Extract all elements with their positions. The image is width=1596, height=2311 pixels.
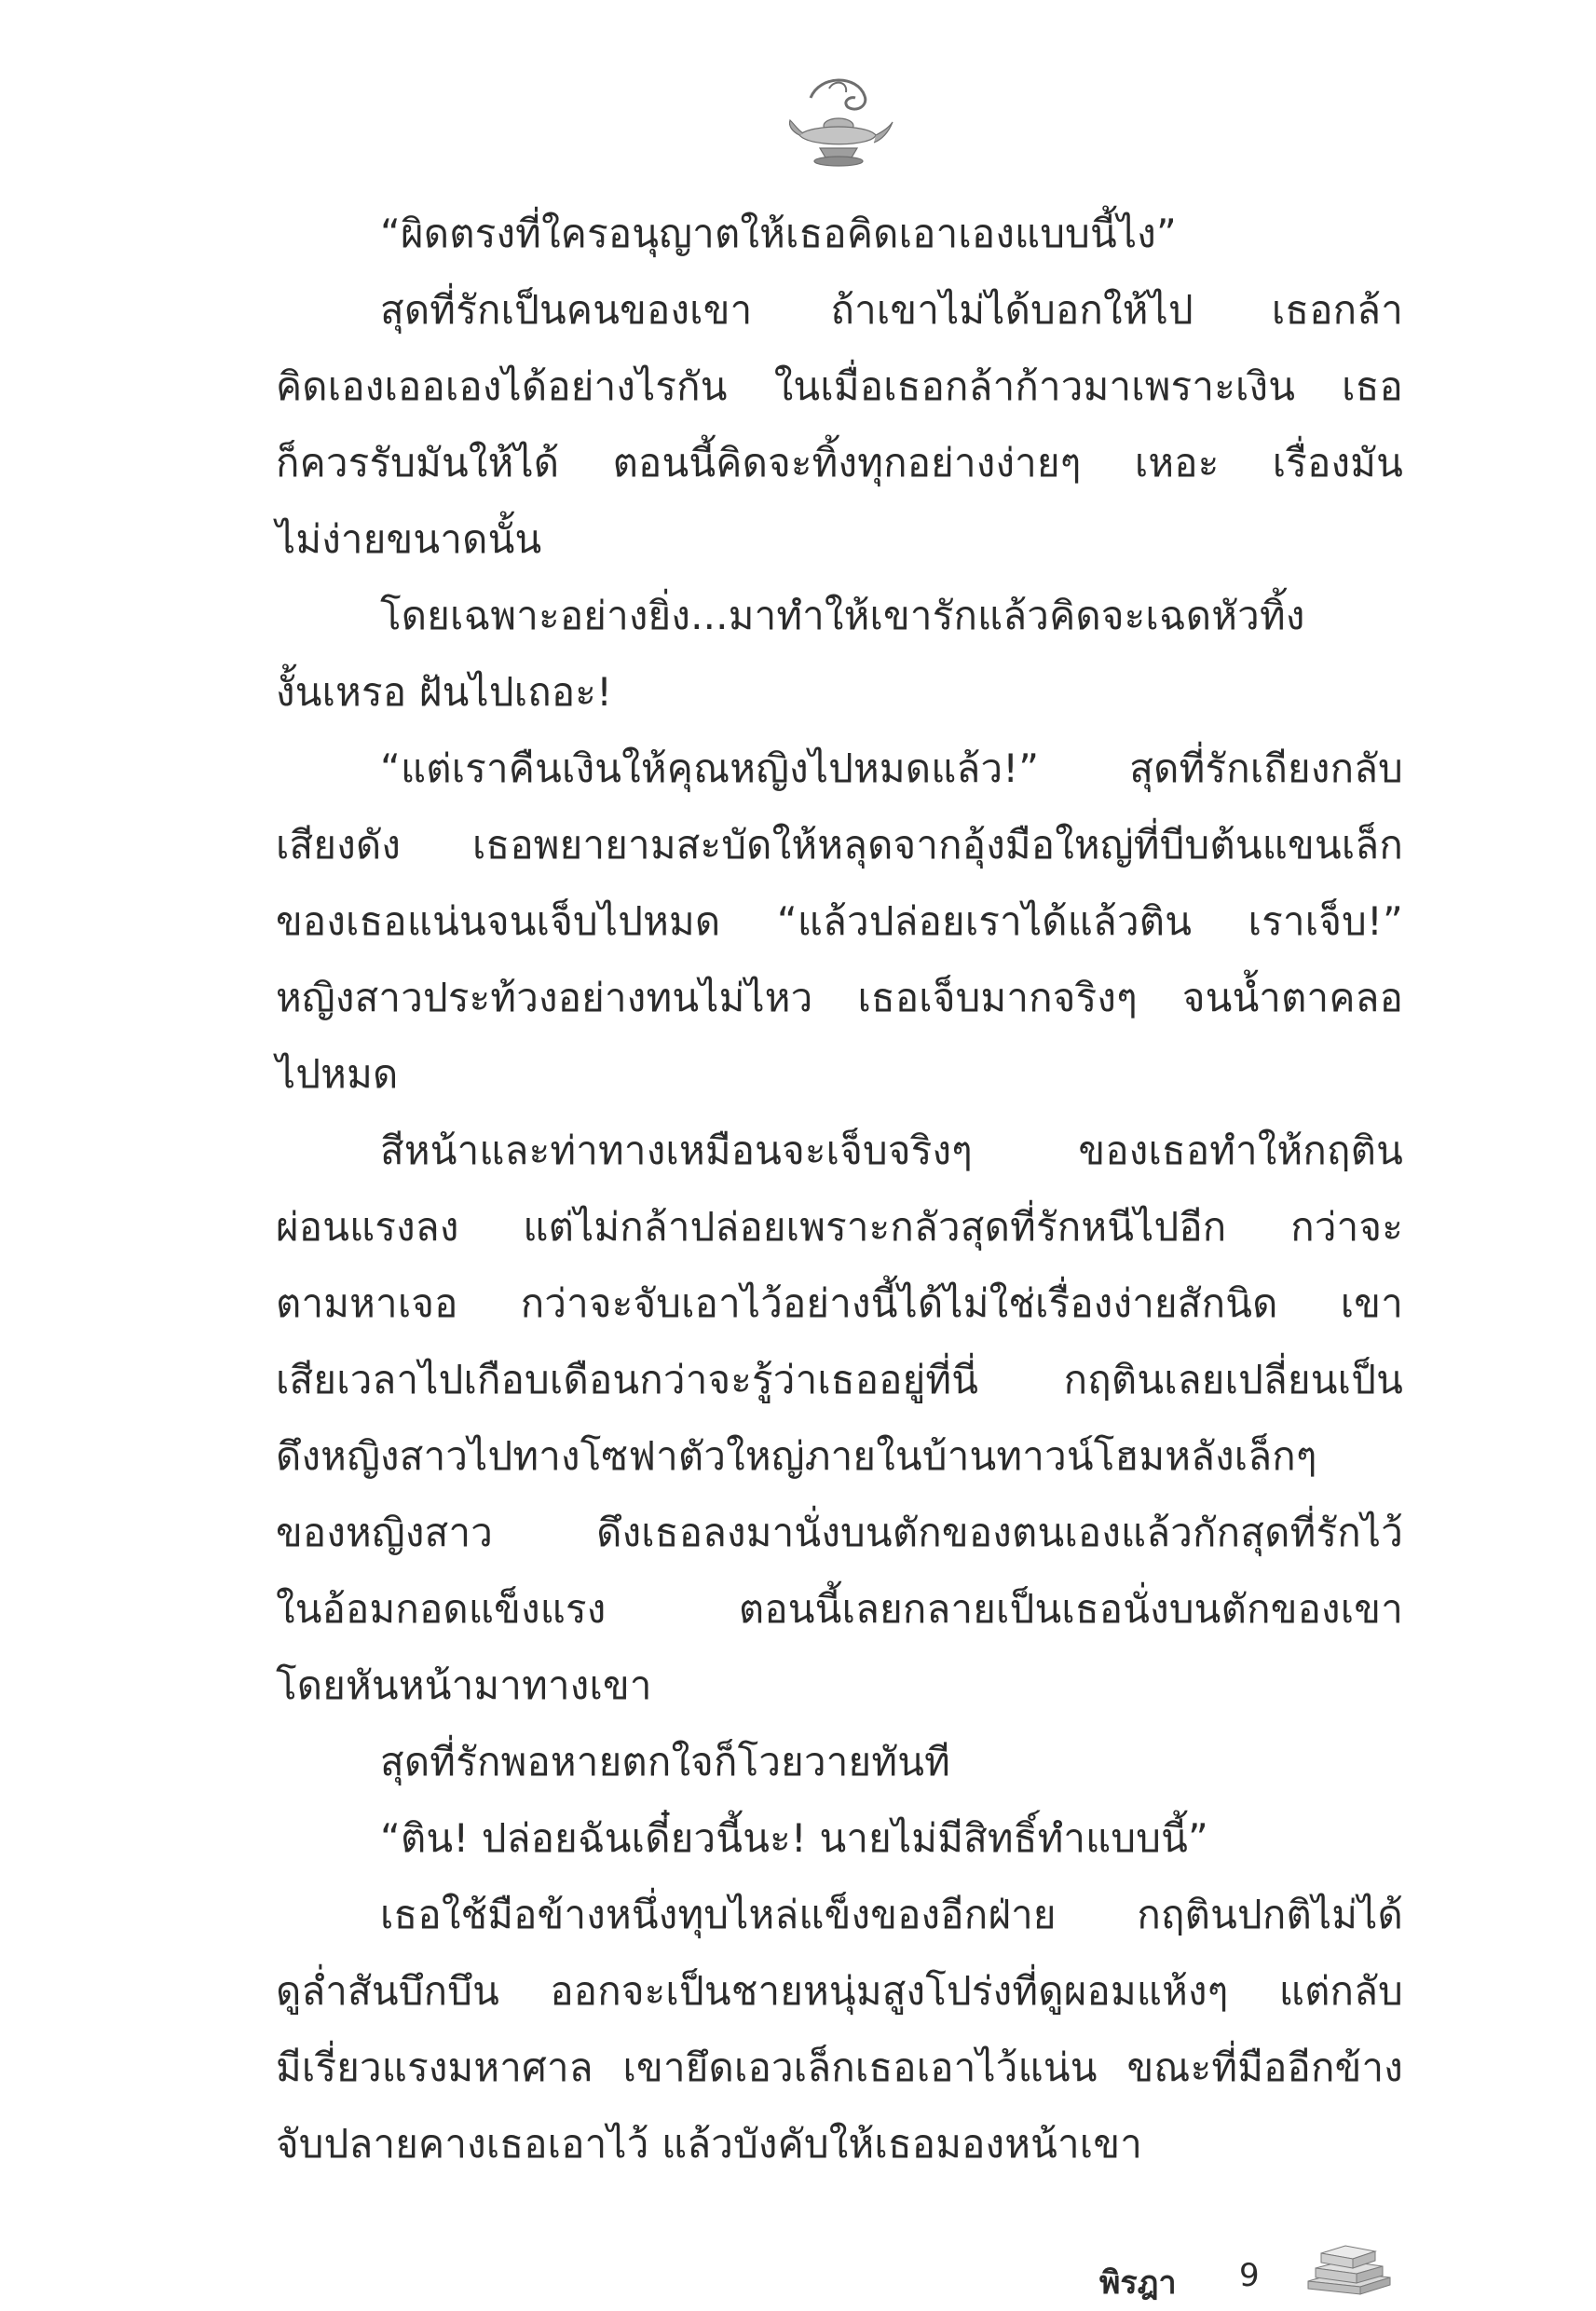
text-line: ผ่อนแรงลง แต่ไม่กล้าปล่อยเพราะกลัวสุดที่รักหนีไปอีก กว่าจะ: [276, 1204, 1403, 1250]
text-line: ดึงหญิงสาวไปทางโซฟาตัวใหญ่ภายในบ้านทาวน์โฮมหลังเล็กๆ: [276, 1433, 1317, 1479]
text-line: ไปหมด: [276, 1051, 399, 1097]
text-line: สุดที่รักพอหายตกใจก็โวยวายทันที: [380, 1739, 951, 1785]
text-line: ก็ควรรับมันให้ได้ ตอนนี้คิดจะทิ้งทุกอย่างง่ายๆ เหอะ เรื่องมัน: [276, 440, 1403, 485]
text-line: เสียเวลาไปเกือบเดือนกว่าจะรู้ว่าเธออยู่ที่นี่ กฤตินเลยเปลี่ยนเป็น: [276, 1357, 1403, 1402]
text-line: โดยเฉพาะอย่างยิ่ง...มาทำให้เขารักแล้วคิดจะเฉดหัวทิ้ง: [380, 593, 1305, 638]
text-line: สุดที่รักเป็นคนของเขา ถ้าเขาไม่ได้บอกให้ไป เธอกล้า: [380, 287, 1403, 333]
author-name: พิรฎา: [1099, 2264, 1177, 2302]
text-line: ในอ้อมกอดแข็งแรง ตอนนี้เลยกลายเป็นเธอนั่งบนตักของเขา: [276, 1586, 1403, 1632]
genie-lamp-icon: [783, 70, 894, 172]
body-text: [276, 196, 1403, 2182]
text-line: สีหน้าและท่าทางเหมือนจะเจ็บจริงๆ ของเธอทำให้กฤติน: [380, 1128, 1403, 1173]
text-line: “ผิดตรงที่ใครอนุญาตให้เธอคิดเอาเองแบบนี้ไง”: [380, 211, 1177, 256]
text-line: เสียงดัง เธอพยายามสะบัดให้หลุดจากอุ้งมือใหญ่ที่บีบต้นแขนเล็ก: [276, 822, 1403, 868]
text-line: คิดเองเออเองได้อย่างไรกัน ในเมื่อเธอกล้าก้าวมาเพราะเงิน เธอ: [276, 363, 1403, 409]
text-line: งั้นเหรอ ฝันไปเถอะ!: [276, 669, 613, 715]
text-line: ตามหาเจอ กว่าจะจับเอาไว้อย่างนี้ได้ไม่ใช่เรื่องง่ายสักนิด เขา: [276, 1280, 1403, 1326]
text-line: ไม่ง่ายขนาดนั้น: [276, 516, 542, 562]
text-line: เธอใช้มือข้างหนึ่งทุบไหล่แข็งของอีกฝ่าย กฤตินปกติไม่ได้: [380, 1892, 1403, 1937]
page-number: 9: [1239, 2257, 1260, 2294]
text-line: ของหญิงสาว ดึงเธอลงมานั่งบนตักของตนเองแล้วกักสุดที่รักไว้: [276, 1510, 1403, 1555]
text-line: “แต่เราคืนเงินให้คุณหญิงไปหมดแล้ว!” สุดที่รักเถียงกลับ: [380, 745, 1403, 791]
page-footer: [1099, 2236, 1435, 2311]
text-line: มีเรี่ยวแรงมหาศาล เขายึดเอวเล็กเธอเอาไว้แน่น ขณะที่มืออีกข้าง: [276, 2044, 1403, 2090]
text-line: หญิงสาวประท้วงอย่างทนไม่ไหว เธอเจ็บมากจริงๆ จนน้ำตาคลอ: [276, 975, 1403, 1020]
text-line: จับปลายคางเธอเอาไว้ แล้วบังคับให้เธอมองหน้าเขา: [276, 2121, 1143, 2167]
text-line: ของเธอแน่นจนเจ็บไปหมด “แล้วปล่อยเราได้แล้วติน เราเจ็บ!”: [276, 898, 1403, 944]
books-stack-icon: [1303, 2240, 1396, 2298]
text-line: ดูล่ำสันบึกบึน ออกจะเป็นชายหนุ่มสูงโปร่งที่ดูผอมแห้งๆ แต่กลับ: [276, 1968, 1403, 2014]
text-line: โดยหันหน้ามาทางเขา: [276, 1662, 652, 1708]
text-line: “ติน! ปล่อยฉันเดี๋ยวนี้นะ! นายไม่มีสิทธิ์ทำแบบนี้”: [380, 1815, 1208, 1861]
